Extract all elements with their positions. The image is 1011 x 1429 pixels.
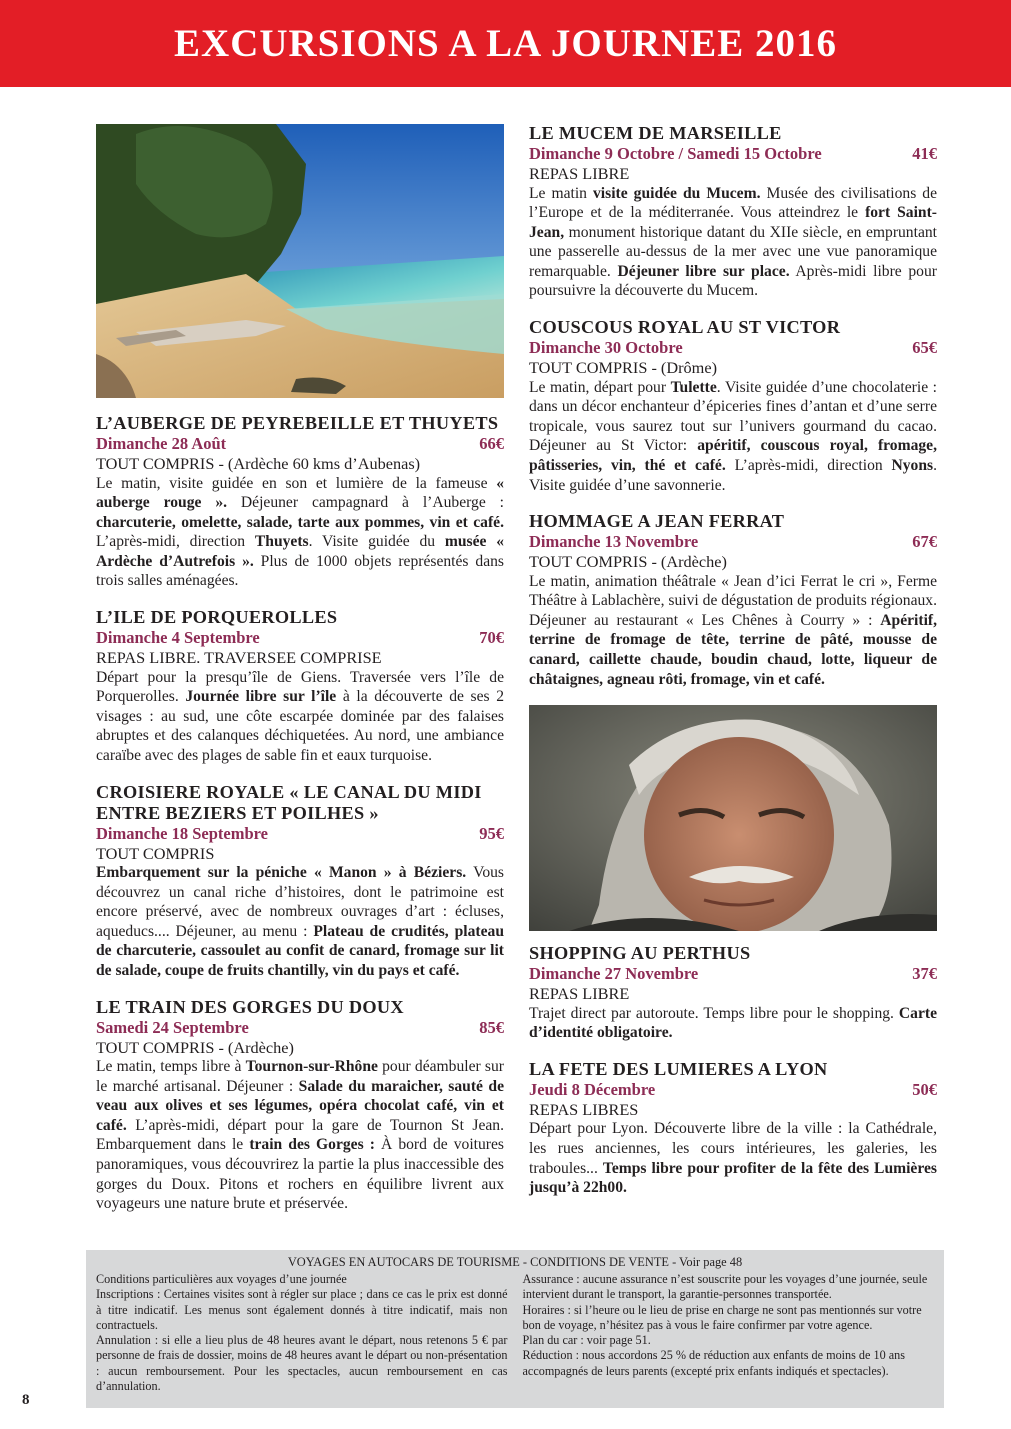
meal-info: TOUT COMPRIS - (Ardèche) bbox=[529, 552, 727, 572]
excursion-title: L’ILE DE PORQUEROLLES bbox=[96, 607, 338, 628]
meal-info: TOUT COMPRIS bbox=[96, 843, 215, 863]
meal-info: TOUT COMPRIS - (Ardèche 60 kms d’Aubenas) bbox=[96, 454, 421, 473]
bold-text: « auberge rouge ». bbox=[96, 474, 504, 512]
jean-ferrat-portrait-photo bbox=[529, 705, 937, 931]
date-price-line bbox=[96, 1018, 504, 1038]
right-column bbox=[529, 123, 937, 1214]
conditions-text: Conditions particulières aux voyages d’une journée bbox=[96, 1272, 347, 1286]
conditions-text: Inscriptions : Certaines visites sont à régler sur place ; dans ce cas le prix est donné à titre indicatif. Les menus sont également donnés à titre indicatif, mais non contractuels. bbox=[96, 1287, 508, 1332]
excursion-croisiere-royale bbox=[96, 782, 504, 981]
date-price-line bbox=[529, 532, 937, 552]
bold-text: Embarquement sur la péniche « Manon » à Béziers. bbox=[96, 864, 467, 882]
text: . Visite guidée d’une savonnerie. bbox=[529, 456, 937, 494]
excursion-couscous-st-victor bbox=[529, 317, 937, 495]
excursion-price: 37€ bbox=[912, 964, 937, 984]
excursion-mucem-marseille bbox=[529, 123, 937, 301]
excursion-hommage-jean-ferrat bbox=[529, 511, 937, 689]
excursion-date: Dimanche 4 Septembre bbox=[96, 628, 260, 648]
text: L’après-midi, départ pour la gare de Tournon St Jean. Embarquement dans le bbox=[96, 1116, 504, 1154]
meal-info: REPAS LIBRE. TRAVERSEE COMPRISE bbox=[96, 648, 382, 668]
bold-text: Tournon-sur-Rhône bbox=[245, 1058, 378, 1076]
excursion-price: 50€ bbox=[912, 1079, 937, 1099]
bold-text: Carte d’identité obligatoire. bbox=[529, 1004, 937, 1042]
text: Plus de 1000 objets représentés dans trois salles aménagées. bbox=[96, 552, 504, 590]
date-price-line bbox=[529, 144, 937, 164]
left-column bbox=[96, 124, 504, 1230]
excursion-description bbox=[96, 668, 504, 766]
excursion-description bbox=[529, 184, 937, 302]
conditions-footer bbox=[86, 1250, 944, 1408]
conditions-left bbox=[96, 1272, 523, 1394]
excursion-date: Dimanche 27 Novembre bbox=[529, 964, 699, 984]
text: L’après-midi, direction bbox=[96, 533, 255, 551]
excursion-date: Dimanche 18 Septembre bbox=[96, 823, 269, 843]
bold-text: Thuyets bbox=[254, 533, 309, 551]
bold-text: Nyons bbox=[891, 456, 934, 474]
excursion-title: HOMMAGE A JEAN FERRAT bbox=[529, 511, 785, 532]
excursion-price: 41€ bbox=[912, 144, 937, 163]
excursion-description bbox=[529, 378, 937, 496]
meal-info: REPAS LIBRE bbox=[529, 984, 630, 1004]
text: Musée des civilisations de l’Europe et de la méditerranée. Vous atteindrez le bbox=[529, 184, 937, 222]
text: À bord de voitures panoramiques, vous découvrirez la partie la plus inaccessible des gorges du Doux. Pitons et rochers en équilibre livrent aux voyageurs une nature brute et préservée. bbox=[96, 1136, 504, 1213]
bold-text: Temps libre pour profiter de la fête des Lumières jusqu’à 22h00. bbox=[529, 1159, 937, 1197]
text: . Visite guidée du bbox=[308, 533, 445, 551]
conditions-text: Réduction : nous accordons 25 % de réduction aux enfants de moins de 10 ans accompagnés de leurs parents (excepté prix enfants indiqués et spectacles). bbox=[522, 1348, 905, 1378]
excursion-date: Jeudi 8 Décembre bbox=[529, 1079, 656, 1099]
text: Départ pour Lyon. Découverte libre de la ville : la Cathédrale, les rues anciennes, les cours intérieures, les galeries, les traboules... bbox=[529, 1120, 937, 1177]
bold-text: fort Saint-Jean, bbox=[529, 204, 937, 241]
text: Le matin, temps libre à bbox=[96, 1058, 246, 1076]
excursion-description bbox=[96, 863, 504, 981]
conditions-text: Plan du car : voir page 51. bbox=[522, 1333, 651, 1348]
text: Vous découvrez un canal riche d’histoires, dont le patrimoine est encore préservé, avec de nombreux ouvrages d’art : écluses, aqueducs.... Déjeuner, au menu : bbox=[96, 864, 504, 940]
date-price-line bbox=[96, 628, 504, 648]
excursion-date: Dimanche 9 Octobre / Samedi 15 Octobre bbox=[529, 144, 822, 163]
text: L’après-midi, direction bbox=[725, 456, 892, 474]
excursion-title: LA FETE DES LUMIERES A LYON bbox=[529, 1058, 828, 1079]
date-price-line bbox=[529, 964, 937, 984]
porquerolles-beach-photo bbox=[96, 124, 504, 398]
excursion-title: L’AUBERGE DE PEYREBEILLE ET THUYETS bbox=[96, 413, 499, 433]
conditions-text: Annulation : si elle a lieu plus de 48 heures avant le départ, nous retenons 5 € par personne de frais de dossier, moins de 48 heures avant le départ ou non-présentation : aucun remboursement. Pour les spectacles, aucun remboursement en cas d’annulation. bbox=[96, 1333, 508, 1394]
excursion-description bbox=[529, 1004, 937, 1043]
text: Le matin bbox=[529, 184, 593, 202]
bold-text: musée « Ardèche d’Autrefois ». bbox=[96, 533, 504, 570]
excursion-train-gorges-doux bbox=[96, 997, 504, 1214]
conditions-text: Horaires : si l’heure ou le lieu de prise en charge ne sont pas mentionnés sur votre bon de voyage, n’hésitez pas à vous le faire confirmer par votre agence. bbox=[522, 1302, 922, 1332]
text: Après-midi libre pour poursuivre la découverte du Mucem. bbox=[529, 262, 937, 300]
excursion-date: Samedi 24 Septembre bbox=[96, 1017, 249, 1037]
date-price-line bbox=[96, 434, 504, 454]
bold-text: Déjeuner libre sur place. bbox=[617, 262, 790, 280]
excursion-description bbox=[529, 572, 937, 690]
bold-text: Plateau de crudités, plateau de charcuterie, cassoulet au confit de canard, fromage sur lit de salade, coupe de fruits chantilly, vin du pays et café. bbox=[96, 922, 505, 979]
text: . Visite guidée d’une chocolaterie : dans un décor enchanteur d’épiceries fines d’antan et d’une serre tropicale, vous saurez tout sur l’univers gourmand du cacao. Déjeuner au St Victor: bbox=[529, 378, 938, 455]
bold-text: Journée libre sur l’île bbox=[185, 688, 337, 706]
date-price-line bbox=[529, 338, 937, 358]
conditions-columns bbox=[86, 1272, 944, 1394]
excursion-date: Dimanche 28 Août bbox=[96, 434, 227, 453]
meal-info: REPAS LIBRES bbox=[529, 1099, 639, 1119]
date-price-line bbox=[96, 824, 504, 844]
excursion-date: Dimanche 13 Novembre bbox=[529, 532, 699, 552]
text: Le matin, départ pour bbox=[529, 378, 671, 396]
excursion-auberge-peyrebeille bbox=[96, 413, 504, 591]
excursion-title: LE TRAIN DES GORGES DU DOUX bbox=[96, 996, 404, 1017]
date-price-line bbox=[529, 1080, 937, 1100]
text: monument historique datant du XIIe siècle, en empruntant une passerelle au-dessus de la mer avec une vue panoramique remarquable. bbox=[529, 223, 937, 280]
excursion-description bbox=[96, 1057, 504, 1214]
excursion-description bbox=[96, 474, 504, 592]
conditions-right bbox=[523, 1272, 935, 1394]
excursion-date: Dimanche 30 Octobre bbox=[529, 338, 683, 358]
meal-info: TOUT COMPRIS - (Drôme) bbox=[529, 358, 717, 378]
excursion-price: 70€ bbox=[479, 628, 504, 648]
excursion-title: LE MUCEM DE MARSEILLE bbox=[529, 123, 782, 143]
excursion-price: 95€ bbox=[479, 823, 504, 843]
bold-text: Apéritif, terrine de fromage de tête, terrine de pâté, mousse de canard, caillette chaude, boudin chaud, lotte, liqueur de châtaignes, agneau rôti, fromage, vin et café. bbox=[529, 611, 937, 688]
page-title: EXCURSIONS A LA JOURNEE 2016 bbox=[174, 22, 837, 65]
conditions-title: VOYAGES EN AUTOCARS DE TOURISME - CONDITIONS DE VENTE - Voir page 48 bbox=[287, 1255, 743, 1269]
bold-text: Salade du maraicher, sauté de veau aux olives et ses légumes, opéra chocolat café, vin et café. bbox=[96, 1077, 505, 1134]
meal-info: TOUT COMPRIS - (Ardèche) bbox=[96, 1037, 294, 1057]
conditions-text: Assurance : aucune assurance n’est souscrite pour les voyages d’une journée, seule intervient durant le transport, la garantie-personnes transportée. bbox=[522, 1272, 928, 1302]
excursion-price: 65€ bbox=[912, 338, 937, 358]
bold-text: train des Gorges : bbox=[249, 1136, 375, 1154]
bold-text: charcuterie, omelette, salade, tarte aux pommes, vin et café. bbox=[96, 513, 504, 531]
excursion-price: 67€ bbox=[912, 532, 937, 552]
excursion-fete-lumieres-lyon bbox=[529, 1059, 937, 1198]
header-banner bbox=[0, 0, 1011, 87]
excursion-description bbox=[529, 1119, 937, 1197]
text: pour déambuler sur le marché artisanal. Déjeuner : bbox=[96, 1058, 504, 1095]
excursion-price: 85€ bbox=[479, 1017, 504, 1037]
excursion-title: COUSCOUS ROYAL AU ST VICTOR bbox=[529, 317, 841, 338]
text: à la découverte de ses 2 visages : au sud, une côte escarpée dominée par des falaises abruptes et des calanques déchiquetées. Au nord, une ambiance caraïbe avec des plages de sable fin et eaux turquoise. bbox=[96, 688, 504, 764]
bold-text: apéritif, couscous royal, fromage, pâtisseries, vin, thé et café. bbox=[529, 437, 937, 474]
excursion-shopping-perthus bbox=[529, 943, 937, 1043]
meal-info: REPAS LIBRE bbox=[529, 164, 630, 183]
text: Le matin, animation théâtrale « Jean d’ici Ferrat le cri », Ferme Théâtre à Lablachère, suivi de dégustation de produits régionaux. Déjeuner au restaurant « Les Chênes à Courry » : bbox=[529, 572, 937, 629]
excursion-title: CROISIERE ROYALE « LE CANAL DU MIDI ENTRE BEZIERS ET POILHES » bbox=[96, 781, 482, 823]
bold-text: Tulette bbox=[670, 378, 717, 396]
excursion-price: 66€ bbox=[479, 434, 504, 453]
text: Le matin, visite guidée en son et lumière de la fameuse bbox=[96, 474, 497, 492]
excursion-title: SHOPPING AU PERTHUS bbox=[529, 943, 751, 964]
page-number: 8 bbox=[22, 1392, 30, 1408]
text: Départ pour la presqu’île de Giens. Traversée vers l’île de Porquerolles. bbox=[96, 668, 504, 706]
text: Trajet direct par autoroute. Temps libre pour le shopping. bbox=[529, 1004, 899, 1022]
excursion-ile-porquerolles bbox=[96, 607, 504, 765]
text: Déjeuner campagnard à l’Auberge : bbox=[227, 494, 504, 512]
bold-text: visite guidée du Mucem. bbox=[593, 184, 761, 202]
